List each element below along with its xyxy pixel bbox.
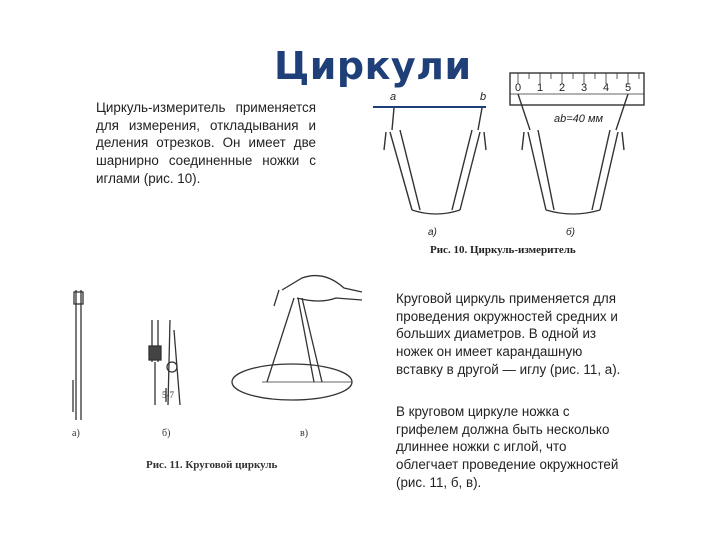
- figure-measuring-compass: [368, 70, 653, 265]
- ruler-tick-3: 3: [581, 82, 588, 94]
- dimension-label: 5-7: [162, 390, 174, 400]
- subfigure-c-label: в): [300, 428, 309, 439]
- point-label-b: b: [480, 91, 487, 103]
- compass-a: [384, 108, 486, 214]
- paragraph-lead-length: В круговом циркуле ножка с грифелем должна быть несколько длиннее ножки с иглой, что облегчает проведение окружностей (рис. 11, б, в).: [396, 404, 619, 490]
- subfigure-a-label: а): [72, 428, 80, 439]
- subfigure-a-label: a): [428, 227, 437, 238]
- ruler-tick-1: 1: [537, 82, 544, 94]
- figure11-caption: Рис. 11. Круговой циркуль: [146, 459, 278, 471]
- paragraph-drawing-compass: Круговой циркуль применяется для проведения окружностей средних и больших диаметров. В одной из ножек он имеет карандашную вставку в другой — иглу (рис. 11, а).: [396, 291, 621, 377]
- subfigure-b-label: б): [566, 227, 575, 238]
- compass-b: [518, 94, 628, 214]
- ruler-tick-0: 0: [515, 82, 522, 94]
- figure10-caption: Рис. 10. Циркуль-измеритель: [430, 244, 576, 256]
- ruler-tick-2: 2: [559, 82, 566, 94]
- point-label-a: a: [390, 91, 397, 103]
- compass-pencil-a: [73, 290, 83, 420]
- slide-title: Циркули: [274, 44, 472, 88]
- measurement-label: ab=40 мм: [554, 113, 604, 125]
- ruler-tick-4: 4: [603, 82, 610, 94]
- subfigure-b-label: б): [162, 428, 171, 439]
- ruler-tick-5: 5: [625, 82, 632, 94]
- figure-drawing-compass: [62, 270, 382, 475]
- ruler: [510, 73, 644, 105]
- paragraph-measuring-compass: Циркуль-измеритель применяется для измерения, откладывания и деления отрезков. Он имеет две шарнирно соединенные ножки с иглами (рис. 10).: [96, 100, 316, 186]
- compass-with-hand-c: [232, 276, 362, 400]
